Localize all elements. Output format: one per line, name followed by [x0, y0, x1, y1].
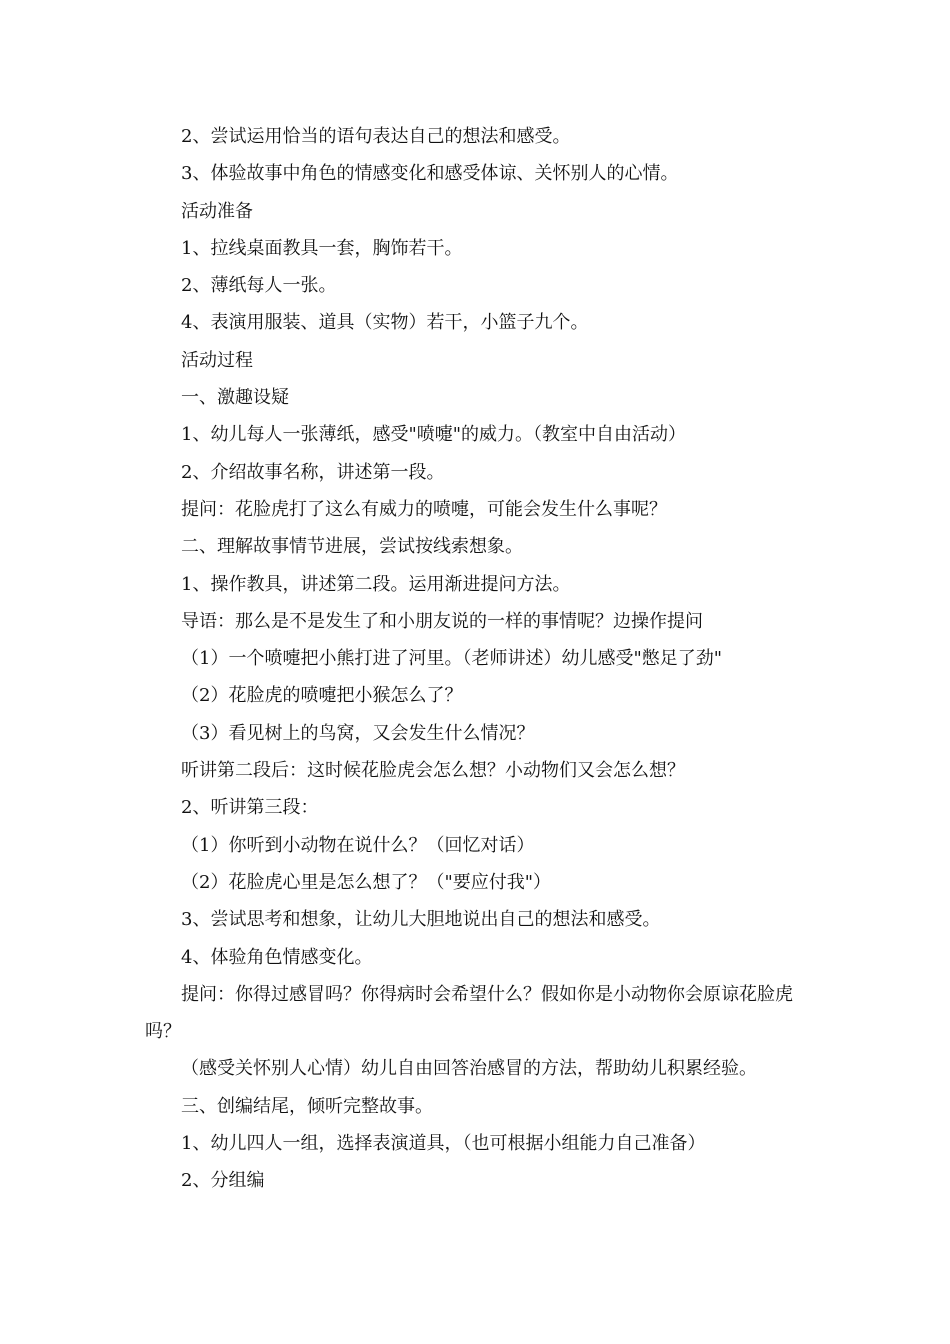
step-2-after: 听讲第二段后：这时候花脸虎会怎么想？小动物们又会怎么想？: [181, 760, 685, 782]
document-body: [145, 118, 805, 1200]
step-2-item-4: 4、体验角色情感变化。: [181, 946, 373, 968]
section-heading-process: 活动过程: [181, 349, 253, 371]
objective-3: 3、体验故事中角色的情感变化和感受体谅、关怀别人的心情。: [181, 163, 679, 185]
step-2-sub-3: （3）看见树上的鸟窝，又会发生什么情况？: [181, 722, 535, 744]
step-3-item-1: 1、幼儿四人一组，选择表演道具，（也可根据小组能力自己准备）: [181, 1133, 706, 1155]
step-2-item-2-sub-1: （1）你听到小动物在说什么？（回忆对话）: [181, 834, 535, 856]
step-2-sub-2: （2）花脸虎的喷嚏把小猴怎么了？: [181, 685, 463, 707]
step-2-intro: 导语：那么是不是发生了和小朋友说的一样的事情呢？边操作提问: [181, 610, 703, 632]
section-heading-preparation: 活动准备: [181, 200, 253, 222]
step-heading-1: 一、激趣设疑: [181, 387, 289, 409]
preparation-item-4: 4、表演用服装、道具（实物）若干，小篮子九个。: [181, 312, 589, 334]
step-2-item-1: 1、操作教具，讲述第二段。运用渐进提问方法。: [181, 573, 571, 595]
step-2-item-2: 2、听讲第三段：: [181, 797, 319, 819]
step-2-sub-1: （1）一个喷嚏把小熊打进了河里。（老师讲述）幼儿感受"憋足了劲": [181, 648, 723, 670]
step-2-item-2-sub-2: （2）花脸虎心里是怎么想了？（"要应付我"）: [181, 871, 552, 893]
step-1-item-1: 1、幼儿每人一张薄纸，感受"喷嚏"的威力。（教室中自由活动）: [181, 424, 687, 446]
step-1-item-2: 2、介绍故事名称，讲述第一段。: [181, 461, 445, 483]
objective-2: 2、尝试运用恰当的语句表达自己的想法和感受。: [181, 126, 571, 147]
step-1-question: 提问：花脸虎打了这么有威力的喷嚏，可能会发生什么事呢？: [181, 498, 667, 520]
step-3-item-2: 2、分组编: [181, 1170, 265, 1192]
preparation-item-1: 1、拉线桌面教具一套，胸饰若干。: [181, 237, 463, 259]
step-heading-3: 三、创编结尾，倾听完整故事。: [181, 1095, 433, 1117]
step-2-item-4-question: 提问：你得过感冒吗？你得病时会希望什么？假如你是小动物你会原谅花脸虎吗？: [145, 983, 793, 1043]
step-2-item-4-note: （感受关怀别人心情）幼儿自由回答治感冒的方法，帮助幼儿积累经验。: [181, 1058, 757, 1080]
step-2-item-3: 3、尝试思考和想象，让幼儿大胆地说出自己的想法和感受。: [181, 909, 661, 931]
step-heading-2: 二、理解故事情节进展，尝试按线索想象。: [181, 536, 523, 558]
preparation-item-2: 2、薄纸每人一张。: [181, 275, 337, 297]
